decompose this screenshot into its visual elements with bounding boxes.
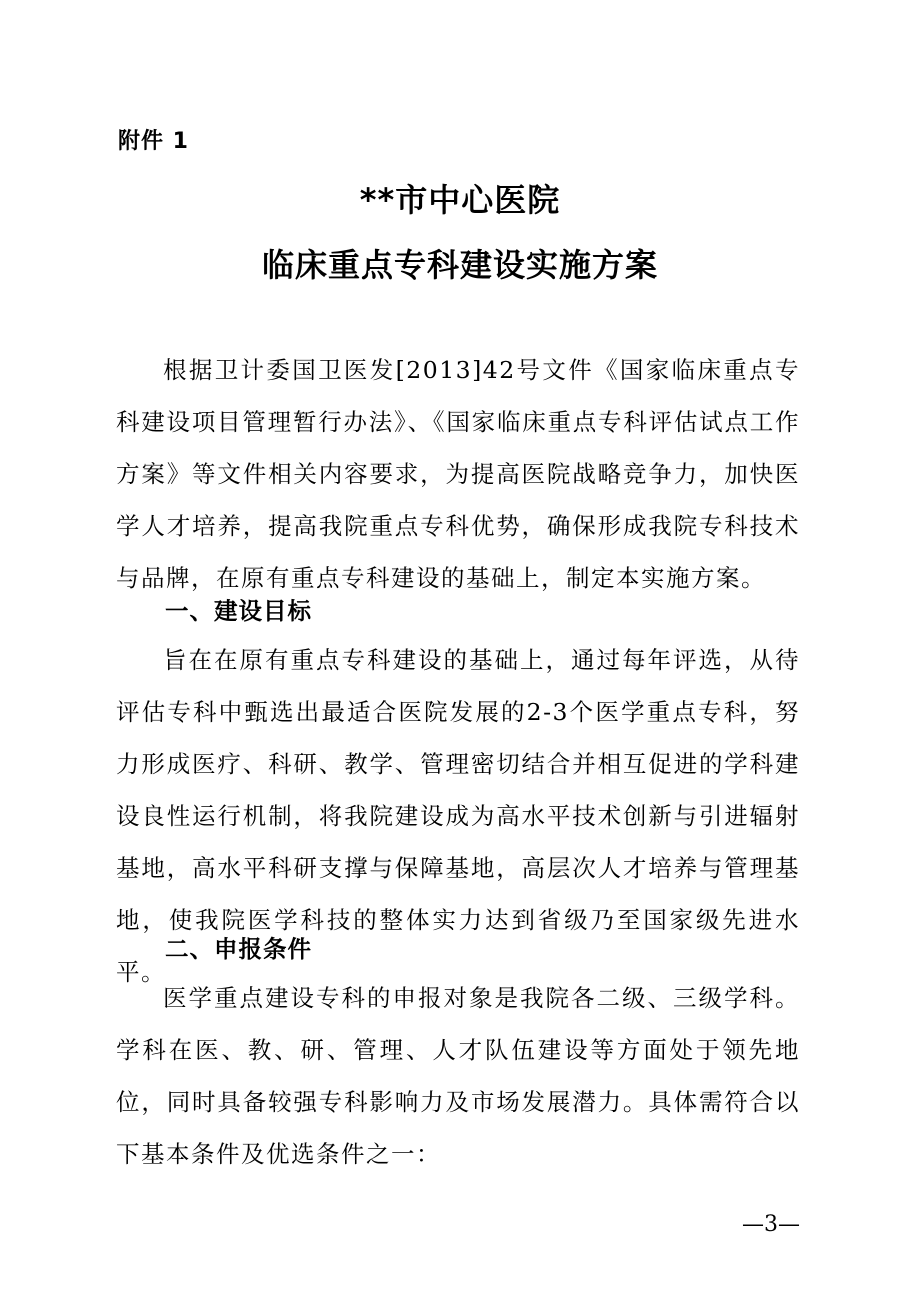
- section2-body: 医学重点建设专科的申报对象是我院各二级、三级学科。学科在医、教、研、管理、人才队伍建设等方面处于领先地位，同时具备较强专科影响力及市场发展潜力。具体需符合以下基本条件及优选条件之一：: [116, 984, 800, 1168]
- attachment-label: 附件 1: [118, 129, 189, 154]
- document-title-line1: **市中心医院: [359, 181, 561, 219]
- page-number: —3—: [742, 1212, 800, 1237]
- intro-paragraph: 根据卫计委国卫医发[2013]42号文件《国家临床重点专科建设项目管理暂行办法》、《国家临床重点专科评估试点工作方案》等文件相关内容要求，为提高医院战略竞争力，加快医学人才培养，提高我院重点专科优势，确保形成我院专科技术与品牌，在原有重点专科建设的基础上，制定本实施方案。: [116, 356, 800, 592]
- section1-heading: 一、建设目标: [165, 597, 312, 625]
- section2-heading: 二、申报条件: [165, 935, 312, 963]
- section1-body: 旨在在原有重点专科建设的基础上，通过每年评选，从待评估专科中甄选出最适合医院发展的2-3个医学重点专科，努力形成医疗、科研、教学、管理密切结合并相互促进的学科建设良性运行机制，将我院建设成为高水平技术创新与引进辐射基地，高水平科研支撑与保障基地，高层次人才培养与管理基地，使我院医学科技的整体实力达到省级乃至国家级先进水平。: [116, 646, 800, 986]
- document-title-line2: 临床重点专科建设实施方案: [261, 246, 658, 284]
